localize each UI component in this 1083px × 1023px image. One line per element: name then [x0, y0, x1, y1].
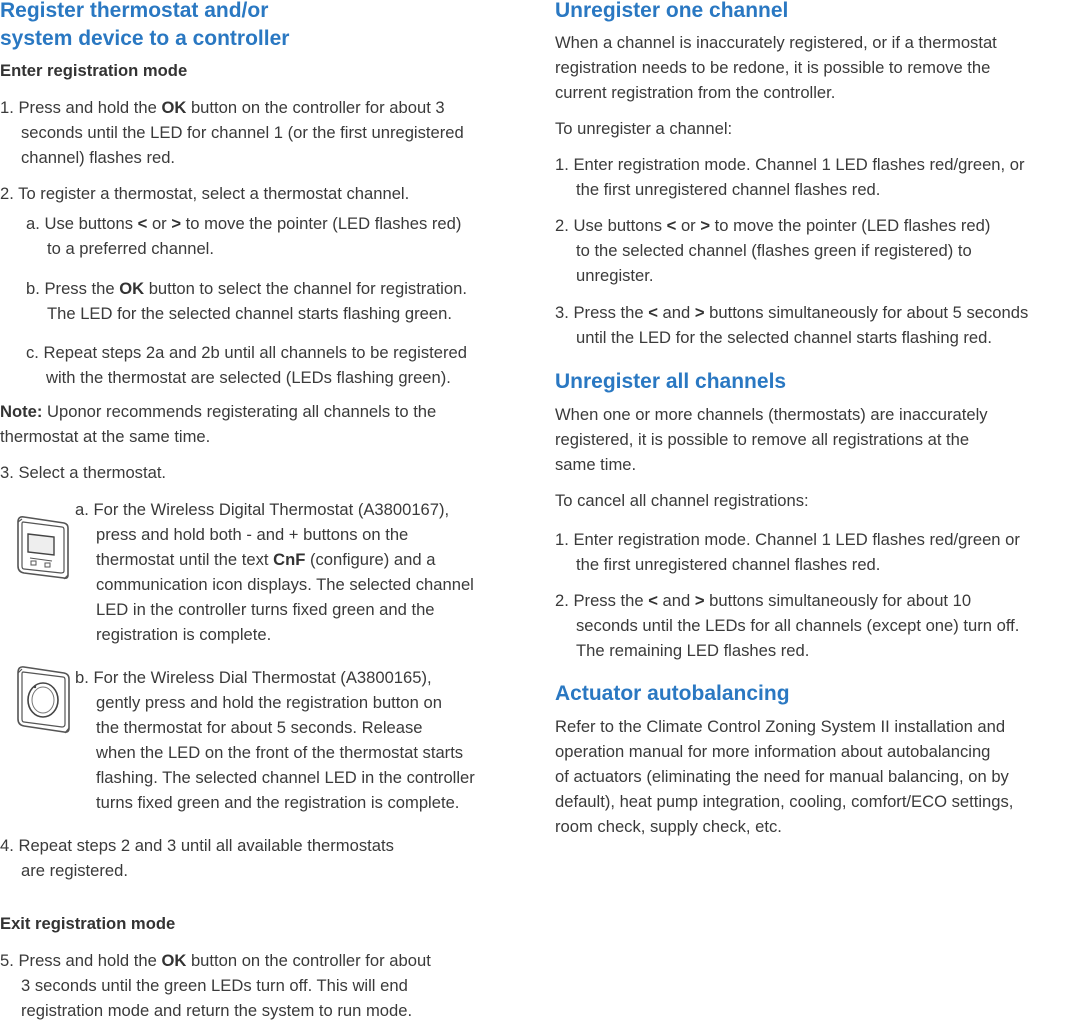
step-4: 4. Repeat steps 2 and 3 until all available thermostats	[0, 836, 394, 855]
unregister-all-title: Unregister all channels	[555, 370, 787, 393]
step-2a: a. Use buttons < or > to move the pointer (LED flashes red)	[26, 214, 462, 233]
step-2: 2. To register a thermostat, select a thermostat channel.	[0, 184, 410, 203]
step-2c: c. Repeat steps 2a and 2b until all channels to be registered	[26, 343, 467, 362]
step-3b: b. For the Wireless Dial Thermostat (A3800165),	[75, 668, 432, 687]
unregister-all-step-2: 2. Press the < and > buttons simultaneously for about 10	[555, 591, 972, 610]
step-2b: b. Press the OK button to select the channel for registration.	[26, 279, 467, 298]
digital-thermostat-icon	[14, 515, 70, 581]
step-1: 1. Press and hold the OK button on the controller for about 3	[0, 98, 445, 117]
unregister-all-lead: To cancel all channel registrations:	[555, 491, 809, 510]
actuator-title: Actuator autobalancing	[555, 682, 790, 705]
unregister-one-step-2: 2. Use buttons < or > to move the pointer (LED flashes red)	[555, 216, 991, 235]
unregister-all-step-1: 1. Enter registration mode. Channel 1 LED flashes red/green or	[555, 530, 1020, 549]
step-3: 3. Select a thermostat.	[0, 463, 167, 482]
exit-registration-heading: Exit registration mode	[0, 914, 176, 933]
register-title-line1: Register thermostat and/or	[0, 0, 269, 22]
step-3a: a. For the Wireless Digital Thermostat (A3800167),	[75, 500, 450, 519]
unregister-one-title: Unregister one channel	[555, 0, 789, 22]
register-title-line2: system device to a controller	[0, 27, 290, 50]
step-5: 5. Press and hold the OK button on the controller for about	[0, 951, 431, 970]
note: Note: Uponor recommends registerating all channels to the	[0, 402, 437, 421]
unregister-one-step-3: 3. Press the < and > buttons simultaneously for about 5 seconds	[555, 303, 1029, 322]
unregister-one-lead: To unregister a channel:	[555, 119, 733, 138]
manual-page: Register thermostat and/or system device to a controller Enter registration mode 1. Press and hold the OK button on the controller for about 3 seconds until the LED for channel 1 (or the first unregistered channel) flashes red. 2. To register a thermostat, select a thermostat channel. a. Use buttons < or > to move the pointer (LED flashes red) to a preferred channel. b. Press the OK button to select the channel for registration. The LED for the selected channel starts flashing green. c. Repeat steps 2a and 2b until all channels to be registered with the thermostat are selected (LEDs flashing green). Note: Uponor recommends registerating all channels to the thermostat at the same time. 3. Select a thermostat. a. For the Wireless Digital Thermostat (A3800167), press and hold both - and + buttons on the thermostat until the text CnF (configure) and a communication icon displays. The selected channel LED in the controller turns fixed green and the registration is complete. b. For the Wireless Dial Thermostat (A3800165), gently press and hold the registration button on the thermostat for about 5 seconds. Release when the LED on the front of the thermostat starts flashing. The selected channel LED in the controller turns fixed green and the registration is complete. 4. Repeat steps 2 and 3 until all available thermostats are registered. Exit registration mode 5. Press and hold the OK button on the controller for about 3 seconds until the green LEDs turn off. This will end registration mode and return the system to run mode. Unregister one channel When a channel is inaccurately registered, or if a thermostat registration needs to be redone, it is possible to remove the current registration from the controller. To unregister a channel: 1. Enter registration mode. Channel 1 LED flashes red/green, or the first unregistered channel flashes red. 2. Use buttons < or > to move the pointer (LED flashes red) to the selected channel (flashes green if registered) to unregister. 3. Press the < and > buttons simultaneously for about 5 seconds until the LED for the selected channel starts flashing red. Unregister all channels When one or more channels (thermostats) are inaccurately registered, it is possible to remove all registrations at the same time. To cancel all channel registrations: 1. Enter registration mode. Channel 1 LED flashes red/green or the first unregistered channel flashes red. 2. Press the < and > buttons simultaneously for about 10 seconds until the LEDs for all channels (except one) turn off. The remaining LED flashes red. Actuator autobalancing Refer to the Climate Control Zoning System II installation and operation manual for more information about autobalancing of actuators (eliminating the need for manual balancing, on by default), heat pump integration, cooling, comfort/ECO settings, room check, supply check, etc.	[0, 0, 1083, 1021]
unregister-one-step-1: 1. Enter registration mode. Channel 1 LED flashes red/green, or	[555, 155, 1025, 174]
dial-thermostat-icon	[14, 665, 72, 735]
enter-registration-heading: Enter registration mode	[0, 61, 188, 80]
